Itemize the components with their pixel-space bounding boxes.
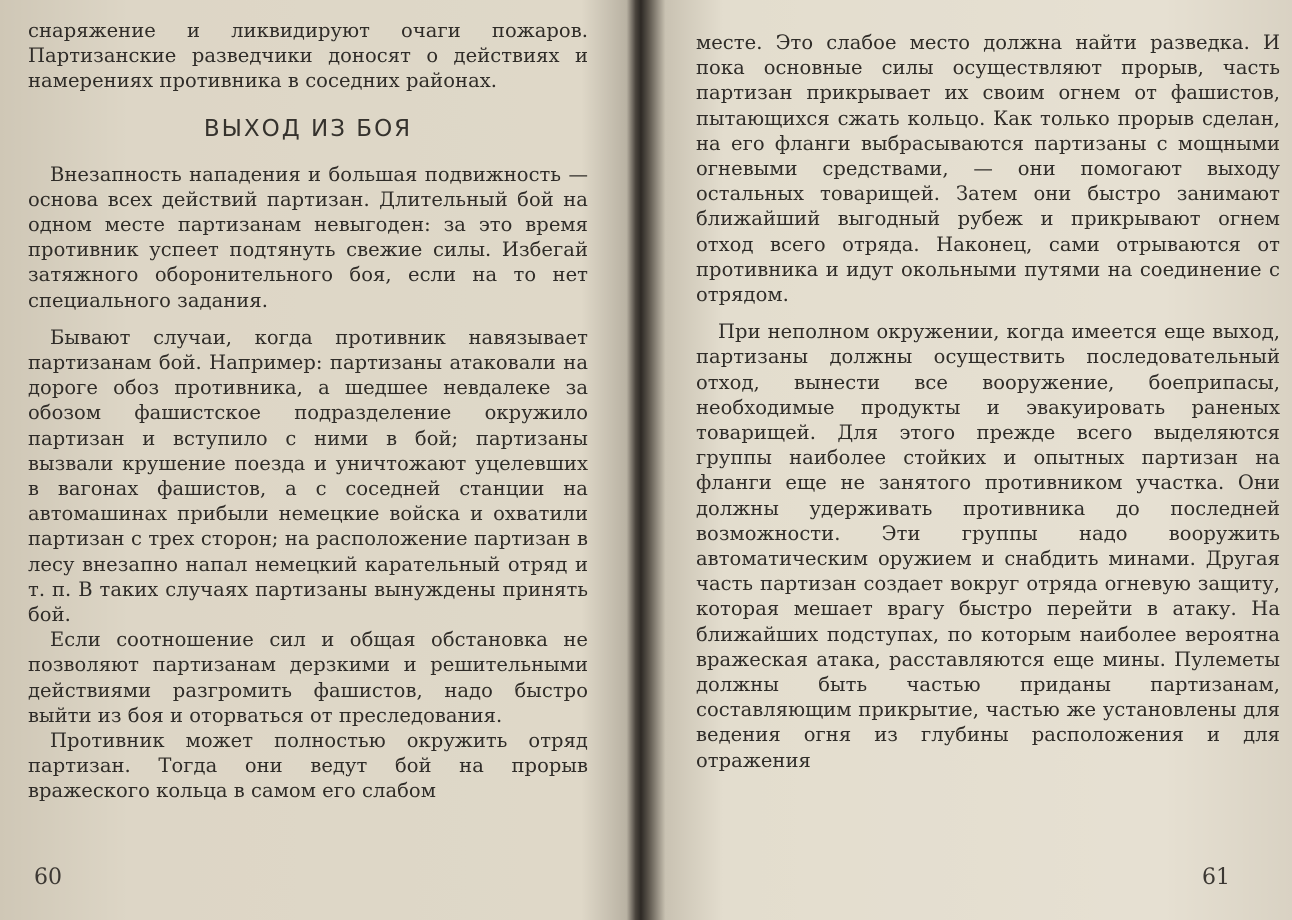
left-page-number: 60 [34,865,62,890]
right-paragraph-2: При неполном окружении, когда имеется еще выход, партизаны должны осуществить последовательный отход, вынести все вооружение, боеприпасы, необходимые продукты и эвакуировать раненых товарищей. Для этого прежде всего выделяются группы наиболее стойких и опытных партизан на фланги еще не занятого противником участка. Они должны удерживать противника до последней возможности. Эти группы надо вооружить автоматическим оружием и снабдить минами. Другая часть партизан создает вокруг отряда огневую защиту, которая мешает врагу быстро перейти в атаку. На ближайших подступах, по которым наиболее вероятна вражеская атака, расставляются еще мины. Пулеметы должны быть частью приданы партизанам, составляющим прикрытие, частью же установлены для ведения огня из глубины расположения и для отражения [696,320,1280,772]
left-paragraph-4: Противник может полностью окружить отряд партизан. Тогда они ведут бой на прорыв вражеского кольца в самом его слабом [28,729,588,803]
right-page [650,0,1292,920]
left-paragraph-1: Внезапность нападения и большая подвижность — основа всех действий партизан. Длительный бой на одном месте партизанам невыгоден: за это время противник успеет подтянуть свежие силы. Избегай затяжного оборонительного боя, если на то нет специального задания. [28,162,588,312]
left-paragraph-3: Если соотношение сил и общая обстановка не позволяют партизанам дерзкими и решительными действиями разгромить фашистов, надо быстро выйти из боя и оторваться от преследования. [28,628,588,727]
left-page [0,0,628,920]
right-page-number: 61 [1202,865,1230,890]
left-paragraph-2: Бывают случаи, когда противник навязывает партизанам бой. Например: партизаны атаковали на дороге обоз противника, а шедшее невдалеке за обозом фашистское подразделение окружило партизан и вступило с ними в бой; партизаны вызвали крушение поезда и уничтожают уцелевших в вагонах фашистов, а с соседней станции на автомашинах прибыли немецкие войска и охватили партизан с трех сторон; на расположение партизан в лесу внезапно напал немецкий карательный отряд и т. п. В таких случаях партизаны вынуждены принять бой. [28,325,588,627]
section-heading: ВЫХОД ИЗ БОЯ [203,115,413,142]
right-paragraph-1: месте. Это слабое место должна найти разведка. И пока основные силы осуществляют прорыв, часть партизан прикрывает их своим огнем от фашистов, пытающихся сжать кольцо. Как только прорыв сделан, на его фланги выбрасываются партизаны с мощными огневыми средствами, — они помогают выходу остальных товарищей. Затем они быстро занимают ближайший выгодный рубеж и прикрывают огнем отход всего отряда. Наконец, сами отрываются от противника и идут окольными путями на соединение с отрядом. [696,31,1280,307]
left-top-paragraph: снаряжение и ликвидируют очаги пожаров. Партизанские разведчики доносят о действиях и намерениях противника в соседних районах. [28,19,588,93]
